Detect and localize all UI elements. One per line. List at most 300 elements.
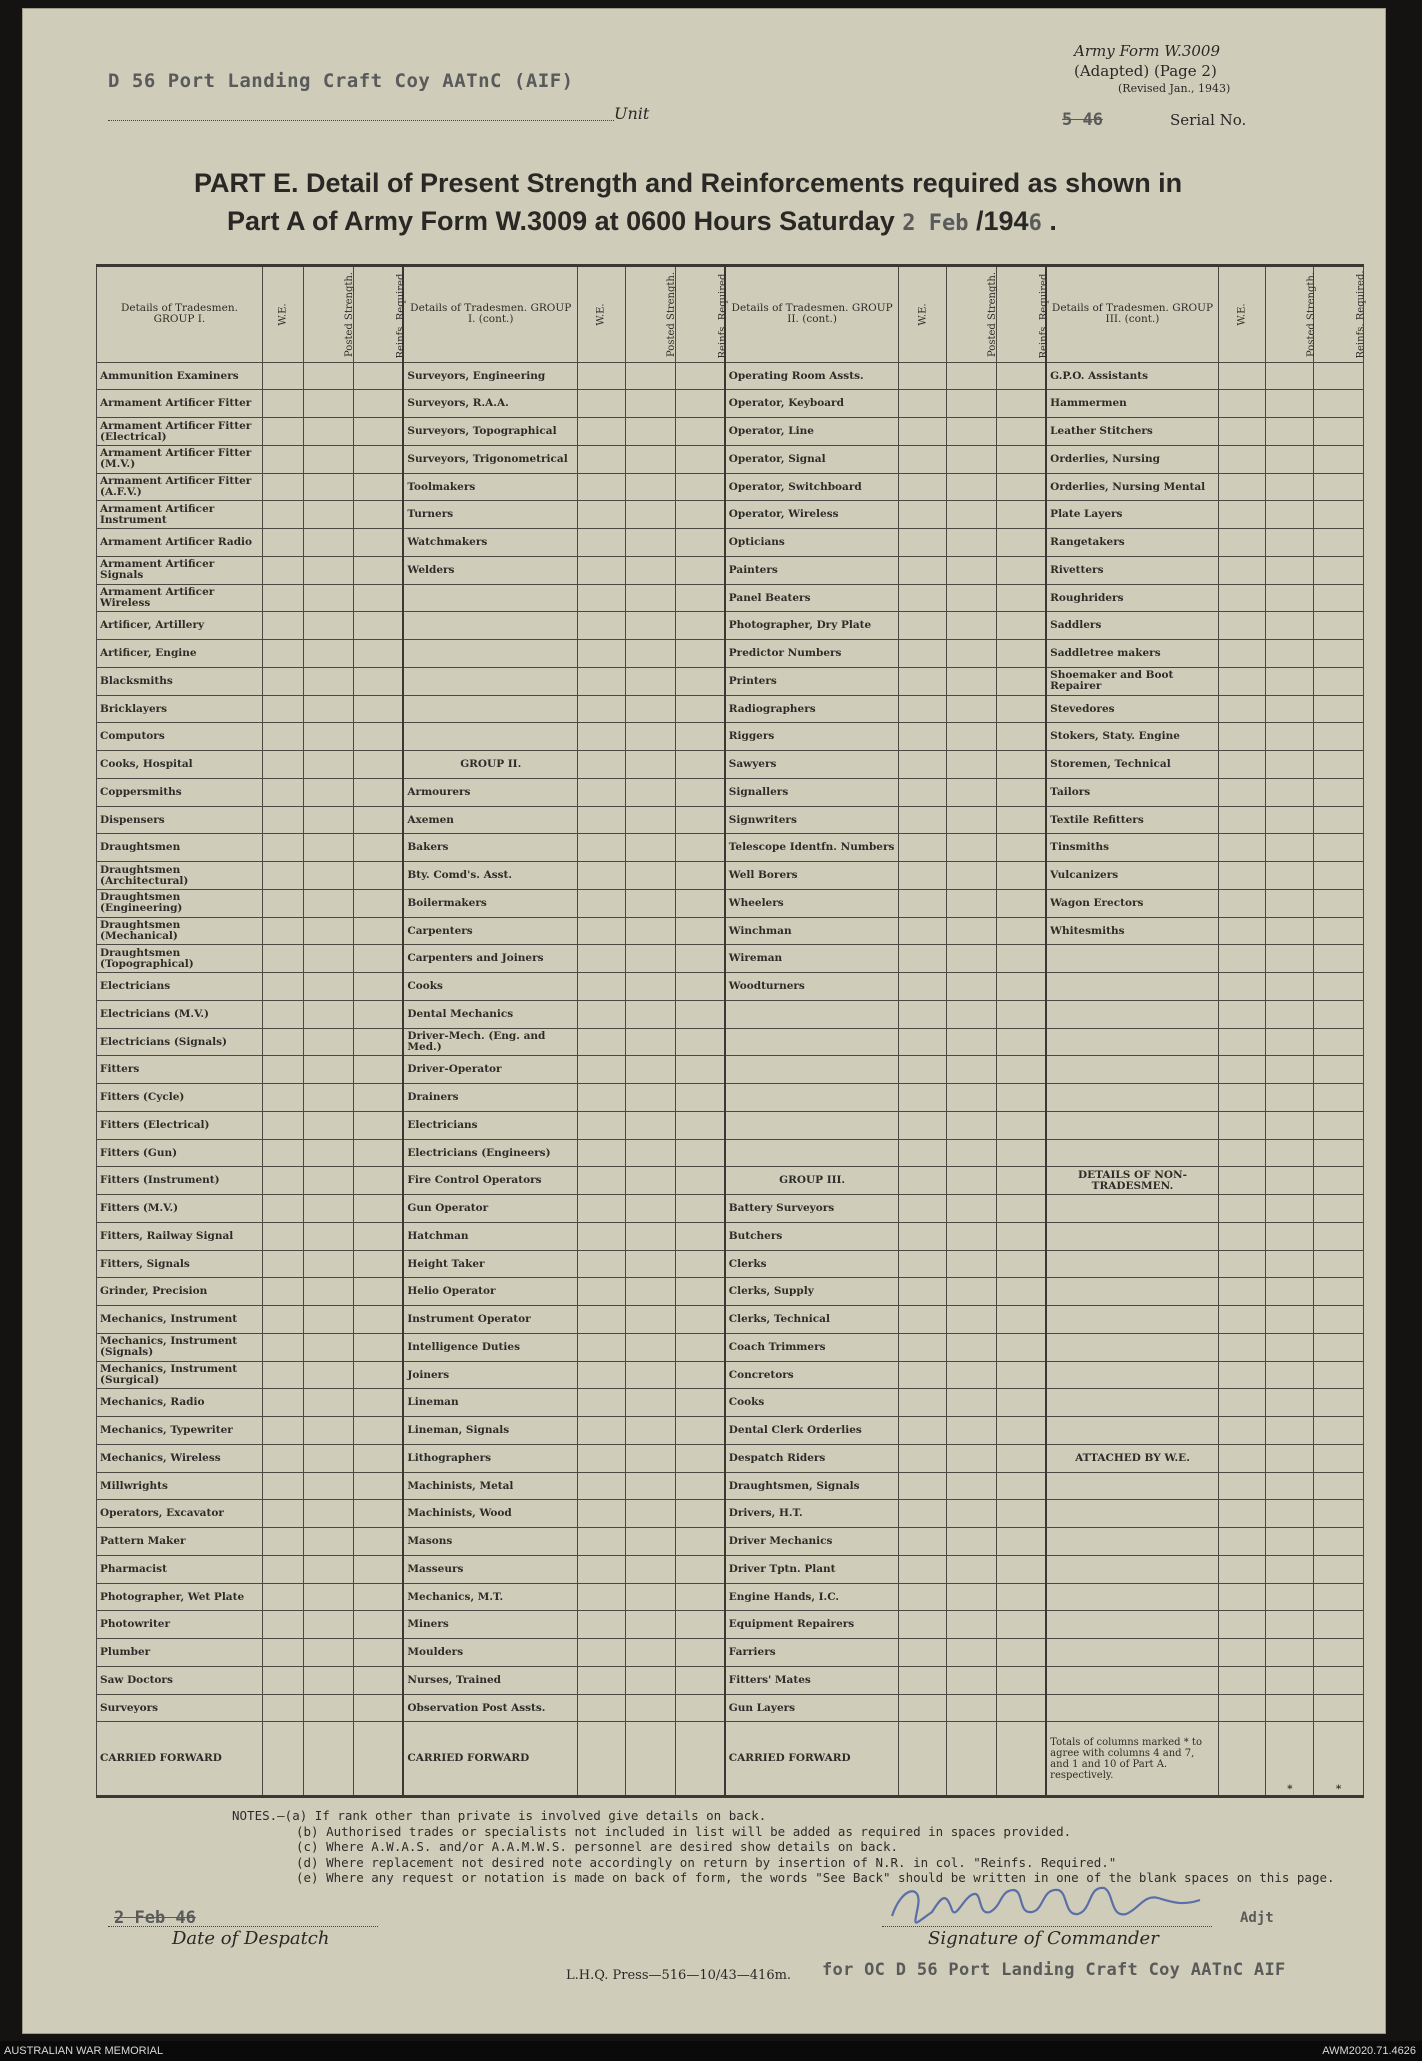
reinfs-cell[interactable] (354, 945, 404, 973)
we-cell[interactable] (262, 418, 303, 446)
posted-cell[interactable] (304, 1250, 354, 1278)
posted-cell[interactable] (304, 1361, 354, 1389)
posted-total-cell[interactable] (304, 1722, 354, 1797)
posted-cell[interactable] (947, 1195, 997, 1223)
reinfs-cell[interactable] (354, 1084, 404, 1112)
reinfs-cell[interactable] (354, 1666, 404, 1694)
posted-cell[interactable] (304, 1084, 354, 1112)
we-cell[interactable] (578, 778, 626, 806)
posted-cell[interactable] (304, 1306, 354, 1334)
posted-cell[interactable] (625, 1555, 675, 1583)
reinfs-cell[interactable] (996, 806, 1046, 834)
posted-cell[interactable] (304, 1694, 354, 1722)
reinfs-cell[interactable] (996, 390, 1046, 418)
posted-cell[interactable] (625, 945, 675, 973)
reinfs-cell[interactable] (354, 529, 404, 557)
we-cell[interactable] (578, 418, 626, 446)
posted-cell[interactable] (947, 1139, 997, 1167)
we-cell[interactable] (1218, 889, 1266, 917)
posted-cell[interactable] (625, 640, 675, 668)
we-cell[interactable] (578, 362, 626, 390)
we-cell[interactable] (262, 1472, 303, 1500)
reinfs-cell[interactable] (354, 1361, 404, 1389)
posted-cell[interactable] (304, 1417, 354, 1445)
reinfs-cell[interactable] (996, 1056, 1046, 1084)
we-cell[interactable] (899, 1611, 947, 1639)
posted-cell[interactable] (625, 1528, 675, 1556)
we-cell[interactable] (262, 862, 303, 890)
reinfs-cell[interactable] (354, 1139, 404, 1167)
reinfs-cell[interactable] (675, 973, 725, 1001)
posted-cell[interactable] (625, 584, 675, 612)
we-cell[interactable] (899, 751, 947, 779)
reinfs-cell[interactable] (1314, 445, 1364, 473)
we-cell[interactable] (899, 889, 947, 917)
reinfs-cell[interactable] (675, 1472, 725, 1500)
reinfs-cell[interactable] (675, 806, 725, 834)
posted-cell[interactable] (947, 917, 997, 945)
posted-cell[interactable] (625, 778, 675, 806)
reinfs-cell[interactable] (996, 640, 1046, 668)
reinfs-cell[interactable] (675, 1056, 725, 1084)
reinfs-cell[interactable] (996, 1361, 1046, 1389)
reinfs-cell[interactable] (675, 390, 725, 418)
we-cell[interactable] (262, 751, 303, 779)
reinfs-cell[interactable] (354, 1250, 404, 1278)
posted-cell[interactable] (947, 1167, 997, 1195)
reinfs-cell[interactable] (996, 1306, 1046, 1334)
posted-cell[interactable] (947, 390, 997, 418)
we-cell[interactable] (1218, 1333, 1266, 1361)
reinfs-cell[interactable] (675, 1555, 725, 1583)
posted-cell[interactable] (947, 1222, 997, 1250)
posted-cell[interactable] (304, 1000, 354, 1028)
we-cell[interactable] (578, 556, 626, 584)
reinfs-cell[interactable] (1314, 501, 1364, 529)
reinfs-cell[interactable] (354, 889, 404, 917)
we-cell[interactable] (1218, 418, 1266, 446)
reinfs-cell[interactable] (675, 1666, 725, 1694)
we-cell[interactable] (262, 556, 303, 584)
reinfs-cell[interactable] (1314, 1389, 1364, 1417)
reinfs-cell[interactable] (354, 973, 404, 1001)
posted-cell[interactable] (304, 751, 354, 779)
posted-cell[interactable] (304, 778, 354, 806)
reinfs-cell[interactable] (354, 1472, 404, 1500)
posted-cell[interactable] (947, 1333, 997, 1361)
reinfs-cell[interactable] (354, 1500, 404, 1528)
posted-cell[interactable] (625, 362, 675, 390)
we-cell[interactable] (262, 1111, 303, 1139)
reinfs-cell[interactable] (1314, 1333, 1364, 1361)
we-cell[interactable] (899, 1666, 947, 1694)
reinfs-cell[interactable] (996, 1000, 1046, 1028)
posted-cell[interactable] (947, 612, 997, 640)
we-cell[interactable] (899, 1333, 947, 1361)
posted-cell[interactable] (947, 1028, 997, 1056)
posted-cell[interactable] (1266, 529, 1314, 557)
posted-cell[interactable] (625, 1472, 675, 1500)
posted-cell[interactable] (947, 862, 997, 890)
we-cell[interactable] (899, 445, 947, 473)
posted-cell[interactable] (625, 445, 675, 473)
reinfs-cell[interactable] (1314, 667, 1364, 695)
we-cell[interactable] (578, 1639, 626, 1667)
posted-cell[interactable] (625, 501, 675, 529)
we-cell[interactable] (899, 1139, 947, 1167)
we-cell[interactable] (1218, 917, 1266, 945)
we-cell[interactable] (578, 390, 626, 418)
reinfs-cell[interactable] (675, 1694, 725, 1722)
we-cell[interactable] (262, 445, 303, 473)
posted-cell[interactable] (1266, 1611, 1314, 1639)
we-cell[interactable] (262, 1195, 303, 1223)
we-cell[interactable] (1218, 1500, 1266, 1528)
we-cell[interactable] (578, 1111, 626, 1139)
reinfs-cell[interactable] (354, 390, 404, 418)
reinfs-cell[interactable] (996, 1084, 1046, 1112)
we-cell[interactable] (578, 1333, 626, 1361)
reinfs-cell[interactable] (675, 1250, 725, 1278)
posted-cell[interactable] (625, 1611, 675, 1639)
we-cell[interactable] (1218, 1639, 1266, 1667)
we-cell[interactable] (1218, 667, 1266, 695)
we-cell[interactable] (262, 1333, 303, 1361)
we-cell[interactable] (578, 584, 626, 612)
posted-cell[interactable] (625, 1306, 675, 1334)
reinfs-cell[interactable] (996, 445, 1046, 473)
we-cell[interactable] (262, 1666, 303, 1694)
we-cell[interactable] (1218, 1666, 1266, 1694)
reinfs-cell[interactable] (1314, 862, 1364, 890)
we-cell[interactable] (262, 362, 303, 390)
we-cell[interactable] (578, 612, 626, 640)
reinfs-cell[interactable] (354, 917, 404, 945)
posted-cell[interactable] (625, 751, 675, 779)
posted-cell[interactable] (947, 1361, 997, 1389)
reinfs-cell[interactable] (354, 501, 404, 529)
posted-cell[interactable] (1266, 1444, 1314, 1472)
reinfs-total-cell[interactable] (675, 1722, 725, 1797)
we-cell[interactable] (578, 1361, 626, 1389)
we-cell[interactable] (899, 1195, 947, 1223)
posted-cell[interactable] (1266, 556, 1314, 584)
we-cell[interactable] (262, 1167, 303, 1195)
posted-cell[interactable] (1266, 1694, 1314, 1722)
reinfs-cell[interactable] (354, 1417, 404, 1445)
reinfs-cell[interactable] (996, 1444, 1046, 1472)
reinfs-cell[interactable] (996, 1555, 1046, 1583)
posted-cell[interactable] (1266, 445, 1314, 473)
reinfs-cell[interactable] (1314, 1666, 1364, 1694)
posted-cell[interactable] (625, 1111, 675, 1139)
we-cell[interactable] (578, 917, 626, 945)
we-cell[interactable] (899, 1278, 947, 1306)
reinfs-cell[interactable] (675, 1389, 725, 1417)
we-cell[interactable] (1218, 584, 1266, 612)
posted-cell[interactable] (1266, 695, 1314, 723)
posted-cell[interactable] (947, 1306, 997, 1334)
posted-cell[interactable] (304, 1028, 354, 1056)
we-cell[interactable] (1218, 1417, 1266, 1445)
we-cell[interactable] (578, 695, 626, 723)
reinfs-cell[interactable] (675, 695, 725, 723)
posted-cell[interactable] (947, 529, 997, 557)
we-cell[interactable] (578, 862, 626, 890)
we-cell[interactable] (1218, 778, 1266, 806)
posted-cell[interactable] (1266, 612, 1314, 640)
we-cell[interactable] (1218, 390, 1266, 418)
reinfs-cell[interactable] (675, 1222, 725, 1250)
reinfs-cell[interactable] (675, 1111, 725, 1139)
reinfs-cell[interactable] (675, 529, 725, 557)
reinfs-cell[interactable] (675, 1444, 725, 1472)
we-cell[interactable] (262, 806, 303, 834)
reinfs-cell[interactable] (1314, 1111, 1364, 1139)
reinfs-cell[interactable] (1314, 529, 1364, 557)
we-cell[interactable] (262, 1361, 303, 1389)
reinfs-cell[interactable] (1314, 640, 1364, 668)
we-cell[interactable] (899, 501, 947, 529)
reinfs-cell[interactable] (1314, 1028, 1364, 1056)
reinfs-cell[interactable] (996, 834, 1046, 862)
posted-cell[interactable] (304, 1444, 354, 1472)
posted-cell[interactable] (304, 1639, 354, 1667)
we-cell[interactable] (262, 1222, 303, 1250)
we-cell[interactable] (578, 1611, 626, 1639)
reinfs-cell[interactable] (1314, 1611, 1364, 1639)
posted-cell[interactable] (1266, 751, 1314, 779)
we-cell[interactable] (899, 584, 947, 612)
we-cell[interactable] (899, 1222, 947, 1250)
posted-cell[interactable] (947, 1528, 997, 1556)
reinfs-cell[interactable] (1314, 1139, 1364, 1167)
we-cell[interactable] (1218, 1250, 1266, 1278)
we-cell[interactable] (578, 473, 626, 501)
we-cell[interactable] (262, 501, 303, 529)
reinfs-cell[interactable] (675, 445, 725, 473)
reinfs-cell[interactable] (354, 1195, 404, 1223)
posted-cell[interactable] (947, 445, 997, 473)
reinfs-cell[interactable] (996, 723, 1046, 751)
we-cell[interactable] (899, 1084, 947, 1112)
we-cell[interactable] (899, 1444, 947, 1472)
we-cell[interactable] (1218, 529, 1266, 557)
we-cell[interactable] (1218, 1555, 1266, 1583)
we-cell[interactable] (899, 473, 947, 501)
we-cell[interactable] (262, 640, 303, 668)
reinfs-cell[interactable] (996, 1139, 1046, 1167)
reinfs-cell[interactable] (675, 1361, 725, 1389)
we-cell[interactable] (1218, 612, 1266, 640)
reinfs-cell[interactable] (996, 1278, 1046, 1306)
reinfs-cell[interactable] (996, 1167, 1046, 1195)
posted-cell[interactable] (1266, 390, 1314, 418)
we-cell[interactable] (1218, 640, 1266, 668)
posted-cell[interactable] (625, 1666, 675, 1694)
reinfs-cell[interactable] (675, 778, 725, 806)
we-cell[interactable] (578, 1000, 626, 1028)
reinfs-cell[interactable] (996, 1611, 1046, 1639)
reinfs-cell[interactable] (354, 473, 404, 501)
posted-cell[interactable] (625, 806, 675, 834)
posted-cell[interactable] (304, 390, 354, 418)
we-cell[interactable] (899, 1694, 947, 1722)
reinfs-cell[interactable] (675, 640, 725, 668)
we-cell[interactable] (1218, 1278, 1266, 1306)
posted-cell[interactable] (304, 834, 354, 862)
we-cell[interactable] (899, 973, 947, 1001)
reinfs-cell[interactable] (996, 1639, 1046, 1667)
we-cell[interactable] (262, 1694, 303, 1722)
posted-cell[interactable] (304, 473, 354, 501)
reinfs-cell[interactable] (996, 1250, 1046, 1278)
reinfs-cell[interactable] (354, 1583, 404, 1611)
posted-cell[interactable] (1266, 1195, 1314, 1223)
posted-cell[interactable] (625, 1500, 675, 1528)
reinfs-cell[interactable] (675, 1528, 725, 1556)
posted-cell[interactable] (304, 1583, 354, 1611)
we-cell[interactable] (262, 1500, 303, 1528)
posted-cell[interactable] (1266, 973, 1314, 1001)
reinfs-cell[interactable] (354, 584, 404, 612)
we-cell[interactable] (262, 1306, 303, 1334)
reinfs-cell[interactable] (996, 501, 1046, 529)
we-cell[interactable] (1218, 1056, 1266, 1084)
posted-cell[interactable] (625, 1028, 675, 1056)
reinfs-cell[interactable] (1314, 889, 1364, 917)
posted-cell[interactable] (1266, 1639, 1314, 1667)
posted-cell[interactable] (947, 1250, 997, 1278)
posted-cell[interactable] (947, 1472, 997, 1500)
we-cell[interactable] (1218, 723, 1266, 751)
posted-cell[interactable] (625, 1195, 675, 1223)
posted-cell[interactable] (304, 1666, 354, 1694)
posted-cell[interactable] (947, 1111, 997, 1139)
we-cell[interactable] (578, 1139, 626, 1167)
posted-cell[interactable] (947, 1278, 997, 1306)
posted-cell[interactable] (947, 501, 997, 529)
reinfs-cell[interactable] (1314, 723, 1364, 751)
we-cell[interactable] (578, 1472, 626, 1500)
posted-cell[interactable] (304, 1139, 354, 1167)
we-cell[interactable] (899, 1306, 947, 1334)
reinfs-cell[interactable] (996, 1417, 1046, 1445)
reinfs-cell[interactable] (675, 501, 725, 529)
posted-cell[interactable] (304, 612, 354, 640)
reinfs-cell[interactable] (996, 1666, 1046, 1694)
posted-cell[interactable] (625, 1444, 675, 1472)
we-cell[interactable] (899, 529, 947, 557)
we-cell[interactable] (899, 1639, 947, 1667)
reinfs-cell[interactable] (675, 1167, 725, 1195)
reinfs-cell[interactable] (1314, 778, 1364, 806)
we-cell[interactable] (262, 778, 303, 806)
reinfs-cell[interactable] (675, 1306, 725, 1334)
posted-cell[interactable] (625, 473, 675, 501)
reinfs-cell[interactable] (354, 1028, 404, 1056)
reinfs-cell[interactable] (675, 862, 725, 890)
posted-cell[interactable] (1266, 1278, 1314, 1306)
posted-cell[interactable] (304, 917, 354, 945)
posted-cell[interactable] (947, 1444, 997, 1472)
posted-cell[interactable] (947, 584, 997, 612)
posted-cell[interactable] (947, 640, 997, 668)
posted-cell[interactable] (304, 1472, 354, 1500)
reinfs-cell[interactable] (354, 1389, 404, 1417)
reinfs-cell[interactable] (1314, 1084, 1364, 1112)
reinfs-cell[interactable] (996, 778, 1046, 806)
reinfs-cell[interactable] (996, 1028, 1046, 1056)
posted-cell[interactable] (304, 723, 354, 751)
posted-cell[interactable] (1266, 1555, 1314, 1583)
reinfs-cell[interactable] (1314, 418, 1364, 446)
reinfs-cell[interactable] (1314, 973, 1364, 1001)
reinfs-cell[interactable] (1314, 695, 1364, 723)
we-cell[interactable] (899, 1167, 947, 1195)
posted-cell[interactable] (304, 1195, 354, 1223)
reinfs-cell[interactable] (354, 1528, 404, 1556)
we-cell[interactable] (899, 1417, 947, 1445)
reinfs-cell[interactable] (996, 362, 1046, 390)
reinfs-cell[interactable] (675, 1000, 725, 1028)
we-cell[interactable] (1218, 806, 1266, 834)
we-cell[interactable] (899, 723, 947, 751)
we-cell[interactable] (1218, 862, 1266, 890)
posted-cell[interactable] (947, 695, 997, 723)
we-cell[interactable] (262, 945, 303, 973)
reinfs-cell[interactable] (354, 1278, 404, 1306)
reinfs-cell[interactable] (354, 445, 404, 473)
posted-cell[interactable] (625, 1250, 675, 1278)
we-cell[interactable] (1218, 1389, 1266, 1417)
reinfs-cell[interactable] (675, 945, 725, 973)
reinfs-cell[interactable] (996, 1694, 1046, 1722)
we-cell[interactable] (578, 723, 626, 751)
we-cell[interactable] (578, 1084, 626, 1112)
posted-cell[interactable] (1266, 1222, 1314, 1250)
reinfs-cell[interactable] (675, 889, 725, 917)
we-cell[interactable] (1218, 695, 1266, 723)
reinfs-cell[interactable] (675, 1583, 725, 1611)
we-cell[interactable] (1218, 1528, 1266, 1556)
posted-cell[interactable] (625, 1333, 675, 1361)
posted-cell[interactable] (625, 1389, 675, 1417)
reinfs-cell[interactable] (354, 723, 404, 751)
reinfs-cell[interactable] (354, 1333, 404, 1361)
posted-cell[interactable] (304, 695, 354, 723)
posted-cell[interactable] (304, 418, 354, 446)
posted-cell[interactable] (1266, 667, 1314, 695)
reinfs-cell[interactable] (1314, 1500, 1364, 1528)
reinfs-cell[interactable] (675, 1278, 725, 1306)
reinfs-cell[interactable] (1314, 1000, 1364, 1028)
posted-cell[interactable] (947, 1056, 997, 1084)
we-cell[interactable] (578, 1583, 626, 1611)
we-cell[interactable] (578, 1500, 626, 1528)
reinfs-cell[interactable] (354, 806, 404, 834)
posted-cell[interactable] (625, 1000, 675, 1028)
posted-cell[interactable] (304, 1333, 354, 1361)
posted-cell[interactable] (1266, 1500, 1314, 1528)
posted-cell[interactable] (947, 1583, 997, 1611)
we-cell[interactable] (899, 1111, 947, 1139)
posted-cell[interactable] (1266, 1084, 1314, 1112)
reinfs-cell[interactable] (1314, 1361, 1364, 1389)
reinfs-cell[interactable] (354, 612, 404, 640)
reinfs-cell[interactable] (996, 973, 1046, 1001)
posted-cell[interactable] (1266, 1028, 1314, 1056)
